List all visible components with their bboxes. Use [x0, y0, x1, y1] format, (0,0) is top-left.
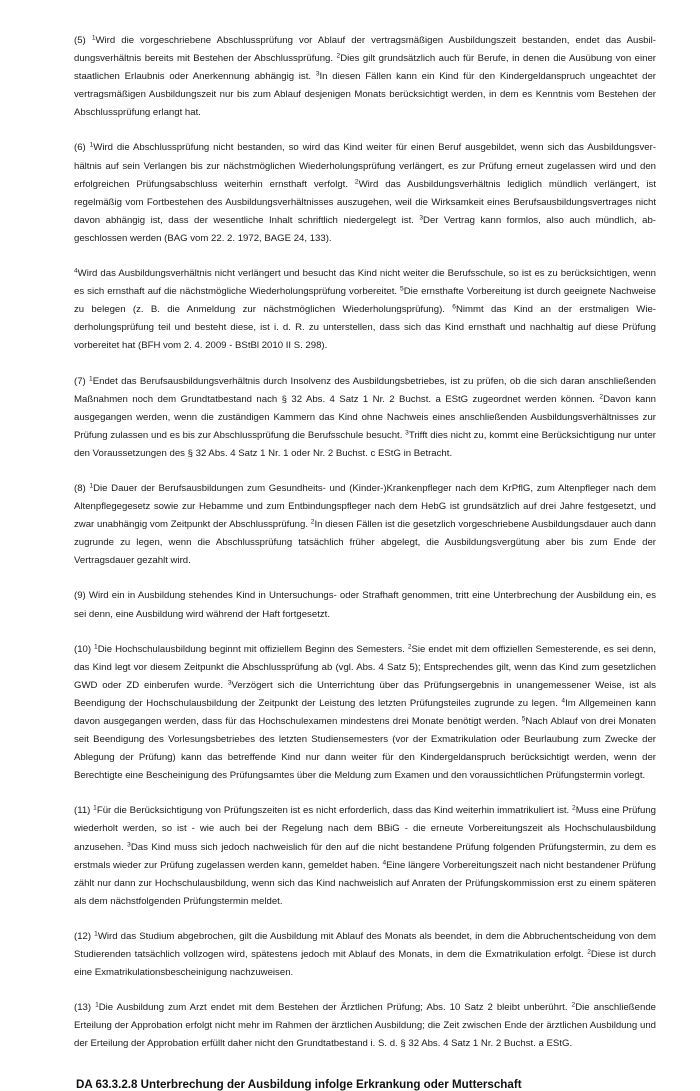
- sentence-number: 3: [405, 429, 409, 437]
- paragraph-text: Diese ist durch eine Exmatrikulationsbescheinigung nachzuweisen.: [74, 949, 657, 979]
- paragraph-text: Wird die vorgeschriebene Abschlussprüfung vor Ablauf der vertragsmäßigen Ausbildungszeit bestanden, endet das Ausbildungsverhältnis bereits mit Bestehen der Abschlussprüfung.: [74, 35, 656, 65]
- sentence-number: 1: [94, 930, 98, 938]
- paragraph-text: Wird das Studium abgebrochen, gilt die Ausbildung mit Ablauf des Monats als beendet, in dem die Abbruchentscheidung von dem Studierenden tatsächlich vollzogen wird, spätestens jedoch mit Ablauf des Monats, in dem die Exmatrikulation erfolgt.: [74, 930, 656, 961]
- sentence-number: 2: [599, 393, 604, 400]
- paragraph: [74, 999, 656, 1053]
- paragraph-text: Die Dauer der Berufsausbildungen zum Gesundheits- und (Kinder-)Krankenpfleger nach dem KrPflG, zum Altenpfleger nach dem Altenpflegegesetz sowie zur Hebamme und zum Entbindungspfleger nach dem HebG ist grundsätzlich auf drei Jahre festgesetzt, und zwar unabhängig vom Zeitpunkt der Abschlussprüfung.: [74, 482, 656, 531]
- sentence-number: 3: [315, 70, 320, 78]
- sentence-number: 1: [95, 1001, 99, 1009]
- sentence-number: 1: [94, 643, 98, 651]
- paragraph: [74, 641, 656, 786]
- paragraph-text: (9) Wird ein in Ausbildung stehendes Kind in Untersuchungs- oder Strafhaft genommen, tritt eine Unterbrechung der Ausbildung ein, es sei denn, eine Ausbildung wird während der Haft fortgesetzt.: [74, 590, 656, 620]
- paragraph: [74, 587, 656, 623]
- sentence-number: 2: [354, 178, 359, 186]
- paragraph-text: Wird das Ausbildungsverhältnis nicht verlängert und besucht das Kind nicht weiter die Berufsschule, so ist es zu berücksichtigen, wenn es sich ernsthaft auf die nächstmögliche Wiederholungsprüfung vorbereitet.: [74, 268, 656, 298]
- sentence-number: 6: [452, 303, 456, 311]
- paragraph-text: (12): [74, 930, 95, 942]
- paragraph: [74, 265, 656, 355]
- paragraph-text: In diesen Fällen ist die gesetzlich vorgeschriebene Ausbildungsdauer auch dann zugrunde zu legen, wenn die Abschlussprüfung tatsächlich früher abgelegt, die Ausbildungsvergütung aber bis zum Ende der Vertragsdauer gezahlt wird.: [74, 519, 656, 567]
- paragraph-text: Nimmt das Kind an der erstmaligen Wiederholungsprüfung teil und besteht diese, ist i. d. R. zu unterstellen, dass sich das Kind ernsthaft und nachhaltig auf diese Prüfung vorbereitet hat (BFH vom 2. 4. 2009 - BStBl 2010 II S. 298).: [74, 304, 656, 352]
- sentence-number: 1: [89, 374, 93, 382]
- section-heading: DA 63.3.2.8 Unterbrechung der Ausbildung infolge Erkrankung oder Mutterschaft: [76, 1077, 522, 1091]
- paragraph-text: Das Kind muss sich jedoch nachweislich für den auf die nicht bestandene Prüfung folgenden Prüfungstermin, zu dem es erstmals wieder zur Prüfung zugelassen werden kann, gemeldet haben.: [74, 841, 656, 871]
- paragraph-text: Die ernsthafte Vorbereitung ist durch geeignete Nachweise zu belegen (z. B. die Anmeldung zur nächstmöglichen Wiederholungsprüfung).: [74, 286, 656, 316]
- paragraph-text: Im Allgemeinen kann davon ausgegangen werden, dass für das Hochschulexamen mindestens drei Monate benötigt werden.: [74, 697, 656, 727]
- paragraph-text: Wird die Abschlussprüfung nicht bestanden, so wird das Kind weiter für einen Beruf ausgebildet, wenn sich das Ausbildungsverhältnis auf sein Verlangen bis zur nächstmöglichen Wiederholungsprüfung verlängert, es zur Prüfung erneut zugelassen wird und den erfolgreichen Prüfungsabschluss weiterhin ernsthaft verfolgt.: [74, 142, 656, 190]
- paragraph-text: (11): [74, 805, 94, 817]
- paragraph: [74, 373, 656, 463]
- sentence-number: 2: [572, 804, 576, 812]
- paragraph-text: Endet das Berufsausbildungsverhältnis durch Insolvenz des Ausbildungsbetriebes, ist zu prüfen, ob die sich daran anschließenden Maßnahmen noch dem Grundtatbestand nach § 32 Abs. 4 Satz 1 Nr. 2 Buchst. a EStG zugeordnet werden können.: [74, 375, 656, 405]
- sentence-number: 2: [587, 948, 591, 956]
- sentence-number: 3: [127, 840, 131, 848]
- sentence-number: 1: [89, 482, 94, 490]
- paragraph-text: Für die Berücksichtigung von Prüfungszeiten ist es nicht erforderlich, dass das Kind weiterhin immatrikuliert ist.: [96, 805, 573, 817]
- paragraph-text: Dies gilt grundsätzlich auch für Berufe, in denen die Ausübung von einer staatlichen Erlaubnis oder Anerkennung abhängig ist.: [74, 53, 656, 83]
- sentence-number: 4: [382, 859, 387, 867]
- sentence-number: 3: [419, 214, 424, 222]
- sentence-number: 2: [336, 52, 341, 60]
- paragraph-text: Sie endet mit dem offiziellen Semesterende, es sei denn, das Kind legt vor diesem Zeitpunkt die Abschlussprüfung ab (vgl. Abs. 4 Satz 5); Entsprechendes gilt, wenn das Kind zum gesetzlichen GWD oder ZD einberufen wurde.: [74, 643, 656, 691]
- paragraph-text: Die Ausbildung zum Arzt endet mit dem Bestehen der Ärztlichen Prüfung; Abs. 10 Satz 2 bleibt unberührt.: [98, 1002, 572, 1014]
- paragraph-text: Davon kann ausgegangen werden, wenn die zuständigen Kammern das Kind ohne Nachweis eines anschließenden Ausbildungsverhältnisses zur Prüfung zulassen und es bis zur Abschlussprüfung die Berufsschule besucht.: [74, 393, 657, 441]
- paragraph: [74, 139, 656, 248]
- paragraph-text: Verzögert sich die Unterrichtung über das Prüfungsergebnis in unangemessener Weise, ist als Beendigung der Hochschulausbildung der Zeitpunkt der Leistung des letzten Prüfungsteiles zugrunde zu legen.: [74, 679, 656, 709]
- sentence-number: 1: [89, 141, 94, 149]
- paragraph-text: (6): [74, 142, 90, 154]
- sentence-number: 5: [521, 715, 526, 723]
- sentence-number: 4: [74, 267, 78, 275]
- paragraph-text: Wird das Ausbildungsverhältnis lediglich mündlich verlängert, ist regelmäßig vom Fortbestehen des Ausbildungsverhältnisses auszugehen, weil die Wirksamkeit eines Berufsausbildungsvertrages nicht davon abhängig ist, dass der wesentliche Inhalt schriftlich niedergelegt ist.: [74, 178, 656, 226]
- paragraph-text: (8): [74, 482, 90, 494]
- paragraph-text: (5): [74, 35, 92, 46]
- paragraph-text: Nach Ablauf von drei Monaten seit Beendigung des Vorlesungsbetriebes des letzten Studiensemesters (vor der Exmatrikulation oder Beurlaubung zum Zwecke der Ablegung der Prüfung) kann das betreffende Kind nur dann weiter für den Kindergeldanspruch berücksichtigt werden, wenn der Berechtigte eine Bescheinigung des Prüfungsamtes über die Meldung zum Examen und den voraussichtlichen Prüfungstermin vorlegt.: [74, 716, 656, 782]
- sentence-number: 1: [91, 34, 96, 42]
- paragraph-text: (10): [74, 643, 95, 655]
- paragraph-list: [74, 32, 656, 1054]
- paragraph-text: Eine längere Vorbereitungszeit nach nicht bestandener Prüfung zählt nur dann zur Hochschulausbildung, wenn sich das Kind nachweislich auf Anraten der Prüfungskommission erst zu einem späteren als dem nächstfolgenden Prüfungstermin meldet.: [74, 859, 656, 907]
- sentence-number: 4: [561, 697, 566, 705]
- paragraph-text: Muss eine Prüfung wiederholt werden, so ist - wie auch bei der Regelung nach dem BBiG - die erneute Vorbereitungszeit als Hochschulausbildung anzusehen.: [74, 805, 657, 853]
- sentence-number: 2: [571, 1001, 576, 1009]
- paragraph: [74, 928, 656, 982]
- paragraph-text: Trifft dies nicht zu, kommt eine Berücksichtigung nur unter den Voraussetzungen des § 32 Abs. 4 Satz 1 Nr. 1 oder Nr. 2 Buchst. c EStG in Betracht.: [74, 429, 656, 459]
- paragraph-text: Die Hochschulausbildung beginnt mit offiziellem Beginn des Semesters.: [97, 643, 408, 655]
- paragraph-text: (7): [74, 375, 90, 387]
- paragraph-text: Der Vertrag kann formlos, also auch mündlich, abgeschlossen werden (BAG vom 22. 2. 1972, BAGE 24, 133).: [74, 214, 656, 244]
- paragraph: [74, 32, 656, 122]
- sentence-number: 1: [93, 804, 97, 812]
- paragraph-text: (13): [74, 1002, 96, 1014]
- paragraph-text: Die anschließende Erteilung der Approbation erfolgt nicht mehr im Rahmen der ärztlichen Ausbildung; die Zeit zwischen Ende der ärztlichen Ausbildung und der Erteilung der Approbation erfüllt daher nicht den Grundtatbestand i. S. d. § 32 Abs. 4 Satz 1 Nr. 2 Buchst. a EStG.: [74, 1002, 656, 1050]
- paragraph: [74, 480, 656, 570]
- sentence-number: 3: [227, 679, 232, 687]
- sentence-number: 5: [400, 285, 404, 293]
- sentence-number: 2: [407, 643, 412, 651]
- paragraph-text: In diesen Fällen kann ein Kind für den Kindergeldanspruch ungeachtet der vertragsmäßigen Ausbildungszeit nur bis zum Ablauf desjenigen Monats berücksichtigt werden, in dem es Kenntnis vom Bestehen der Abschlussprüfung erlangt hat.: [74, 71, 657, 119]
- sentence-number: 2: [310, 518, 315, 526]
- paragraph: [74, 802, 656, 911]
